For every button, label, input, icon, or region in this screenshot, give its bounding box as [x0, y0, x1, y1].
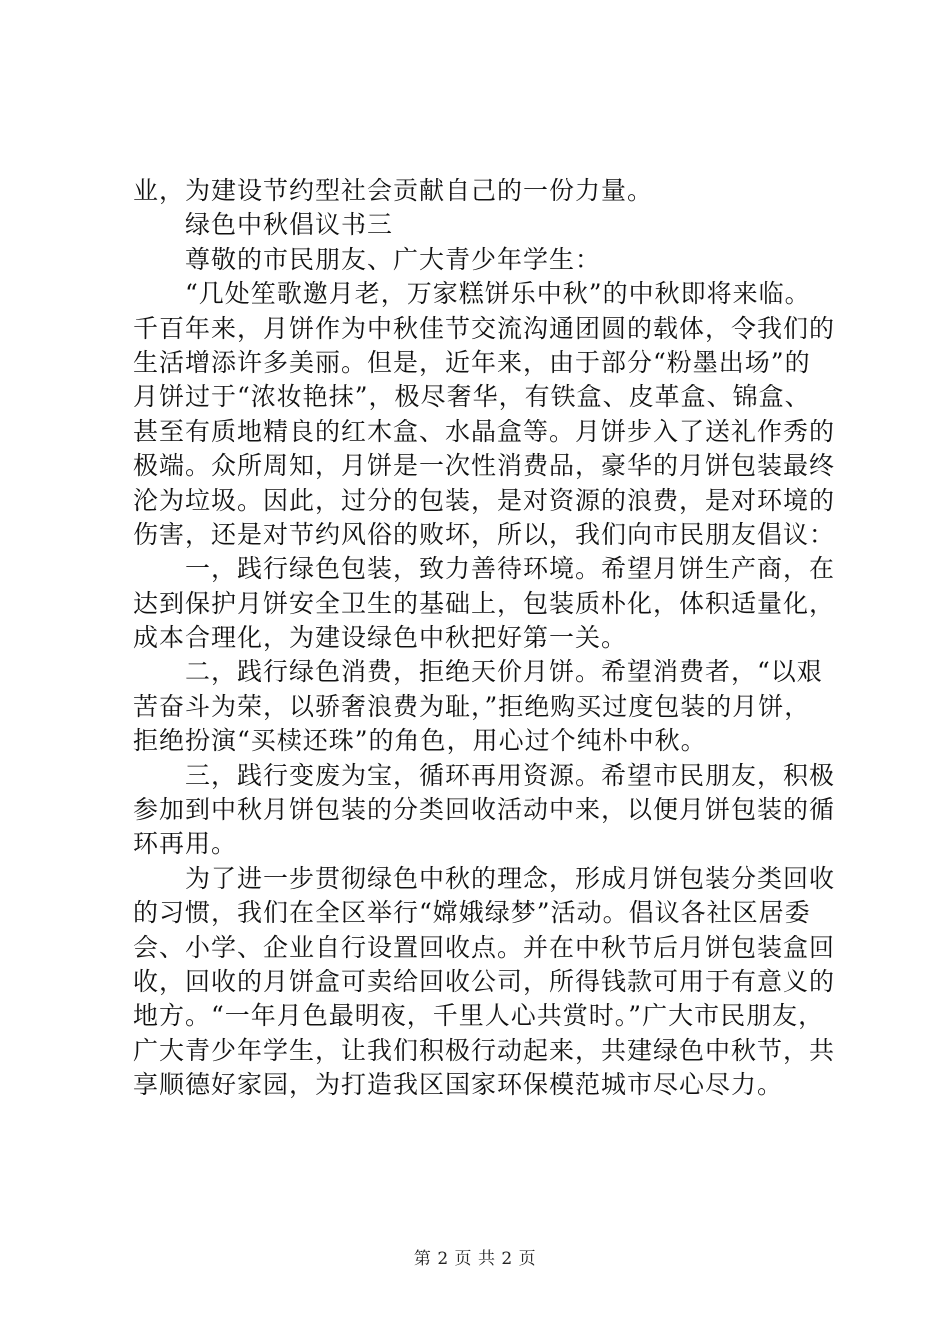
text-line: 月饼过于“浓妆艳抹”，极尽奢华，有铁盒、皮革盒、锦盒、 — [133, 382, 811, 412]
page-footer: 第 2 页 共 2 页 — [413, 1249, 537, 1269]
text-line: 收，回收的月饼盒可卖给回收公司，所得钱款可用于有意义的 — [133, 966, 836, 996]
text-line: 生活增添许多美丽。但是，近年来，由于部分“粉墨出场”的 — [133, 347, 811, 377]
document-body — [133, 174, 836, 1103]
text-line: 千百年来，月饼作为中秋佳节交流沟通团圆的载体，令我们的 — [133, 313, 836, 343]
text-line: 为了进一步贯彻绿色中秋的理念，形成月饼包装分类回收 — [133, 863, 836, 893]
text-line: 的习惯，我们在全区举行“嫦娥绿梦”活动。倡议各社区居委 — [133, 898, 811, 928]
text-line: 一，践行绿色包装，致力善待环境。希望月饼生产商，在 — [133, 554, 836, 584]
text-line: 甚至有质地精良的红木盒、水晶盒等。月饼步入了送礼作秀的 — [133, 416, 836, 446]
text-line: “几处笙歌邀月老，万家糕饼乐中秋”的中秋即将来临。 — [133, 279, 811, 309]
text-line: 伤害，还是对节约风俗的败坏，所以，我们向市民朋友倡议： — [133, 519, 836, 549]
text-line: 沦为垃圾。因此，过分的包装，是对资源的浪费，是对环境的 — [133, 485, 836, 515]
text-line: 达到保护月饼安全卫生的基础上，包装质朴化，体积适量化， — [133, 588, 836, 618]
text-line: 参加到中秋月饼包装的分类回收活动中来，以便月饼包装的循 — [133, 795, 836, 825]
text-line: 苦奋斗为荣，以骄奢浪费为耻，”拒绝购买过度包装的月饼， — [133, 691, 811, 721]
text-line: 二，践行绿色消费，拒绝天价月饼。希望消费者，“以艰 — [133, 657, 823, 687]
text-line: 会、小学、企业自行设置回收点。并在中秋节后月饼包装盒回 — [133, 932, 836, 962]
text-line: 环再用。 — [133, 829, 238, 859]
text-line: 拒绝扮演“买椟还珠”的角色，用心过个纯朴中秋。 — [133, 726, 707, 756]
text-line: 尊敬的市民朋友、广大青少年学生： — [133, 244, 602, 274]
text-line: 享顺德好家园，为打造我区国家环保模范城市尽心尽力。 — [133, 1070, 784, 1100]
text-line: 成本合理化，为建设绿色中秋把好第一关。 — [133, 623, 628, 653]
text-line: 三，践行变废为宝，循环再用资源。希望市民朋友，积极 — [133, 760, 836, 790]
text-line: 业，为建设节约型社会贡献自己的一份力量。 — [133, 176, 654, 205]
text-line: 广大青少年学生，让我们积极行动起来，共建绿色中秋节，共 — [133, 1035, 836, 1065]
text-line: 绿色中秋倡议书三 — [133, 210, 394, 240]
text-line: 极端。众所周知，月饼是一次性消费品，豪华的月饼包装最终 — [133, 451, 836, 481]
text-line: 地方。“一年月色最明夜，千里人心共赏时。”广大市民朋友， — [133, 1001, 825, 1031]
